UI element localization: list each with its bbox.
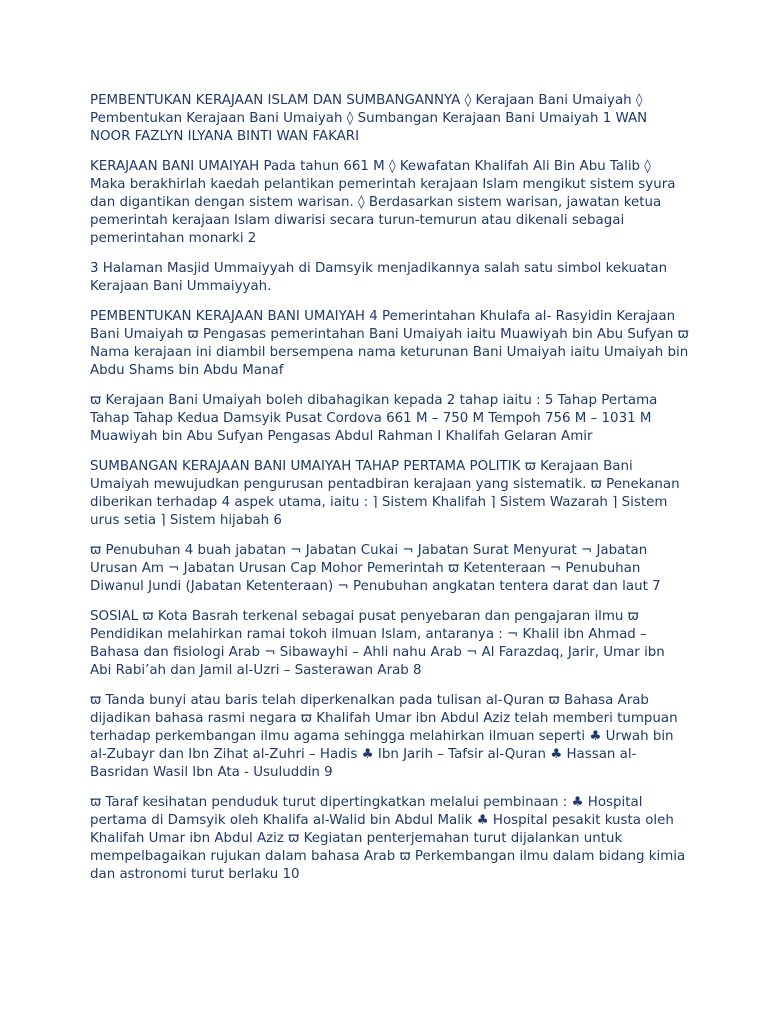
paragraph-kesihatan: ϖ Taraf kesihatan penduduk turut dipertingkatkan melalui pembinaan : ♣ Hospital pertama di Damsyik oleh Khalifa al-Walid bin Abdul Malik ♣ Hospital pesakit kusta oleh Khalifah Umar ibn Abdul Aziz ϖ Kegiatan penterjemahan turut dijalankan untuk mempelbagaikan rujukan dalam bahasa Arab ϖ Perkembangan ilmu dalam bidang kimia dan astronomi turut berlaku 10 bbox=[90, 795, 686, 882]
paragraph-kerajaan-bani-umaiyah: KERAJAAN BANI UMAIYAH Pada tahun 661 M ◊ Kewafatan Khalifah Ali Bin Abu Talib ◊ Maka berakhirlah kaedah pelantikan pemerintah kerajaan Islam mengikut sistem syura dan digantikan dengan sistem warisan. ◊ Berdasarkan sistem warisan, jawatan ketua pemerintah kerajaan Islam diwarisi secara turun-temurun atau dikenali sebagai pemerintahan monarki 2 bbox=[90, 159, 676, 246]
paragraph-sosial: SOSIAL ϖ Kota Basrah terkenal sebagai pusat penyebaran dan pengajaran ilmu ϖ Pendidikan melahirkan ramai tokoh ilmuan Islam, antaranya : ¬ Khalil ibn Ahmad – Bahasa dan fisiologi Arab ¬ Sibawayhi – Ahli nahu Arab ¬ Al Farazdaq, Jarir, Umar ibn Abi Rabi’ah dan Jamil al-Uzri – Sasterawan Arab 8 bbox=[90, 609, 665, 678]
paragraph-ilmu-agama: ϖ Tanda bunyi atau baris telah diperkenalkan pada tulisan al-Quran ϖ Bahasa Arab dijadikan bahasa rasmi negara ϖ Khalifah Umar ibn Abdul Aziz telah memberi tumpuan terhadap perkembangan ilmu agama sehingga melahirkan ilmuan seperti ♣ Urwah bin al-Zubayr dan Ibn Zihat al-Zuhri – Hadis ♣ Ibn Jarih – Tafsir al-Quran ♣ Hassan al-Basridan Wasil Ibn Ata - Usuluddin 9 bbox=[90, 693, 678, 780]
paragraph-pembentukan: PEMBENTUKAN KERAJAAN BANI UMAIYAH 4 Pemerintahan Khulafa al- Rasyidin Kerajaan Bani Umaiyah ϖ Pengasas pemerintahan Bani Umaiyah iaitu Muawiyah bin Abu Sufyan ϖ Nama kerajaan ini diambil bersempena nama keturunan Bani Umaiyah iaitu Umaiyah bin Abdu Shams bin Abdu Manaf bbox=[90, 309, 689, 378]
document-body bbox=[90, 92, 690, 896]
paragraph-jabatan: ϖ Penubuhan 4 buah jabatan ¬ Jabatan Cukai ¬ Jabatan Surat Menyurat ¬ Jabatan Urusan Am ¬ Jabatan Urusan Cap Mohor Pemerintah ϖ Ketenteraan ¬ Penubuhan Diwanul Jundi (Jabatan Ketenteraan) ¬ Penubuhan angkatan tentera darat dan laut 7 bbox=[90, 543, 661, 594]
paragraph-tahap: ϖ Kerajaan Bani Umaiyah boleh dibahagikan kepada 2 tahap iaitu : 5 Tahap Pertama Tahap Tahap Kedua Damsyik Pusat Cordova 661 M – 750 M Tempoh 756 M – 1031 M Muawiyah bin Abu Sufyan Pengasas Abdul Rahman I Khalifah Gelaran Amir bbox=[90, 393, 658, 444]
paragraph-title: PEMBENTUKAN KERAJAAN ISLAM DAN SUMBANGANNYA ◊ Kerajaan Bani Umaiyah ◊ Pembentukan Kerajaan Bani Umaiyah ◊ Sumbangan Kerajaan Bani Umaiyah 1 WAN NOOR FAZLYN ILYANA BINTI WAN FAKARI bbox=[90, 93, 648, 144]
paragraph-sumbangan-politik: SUMBANGAN KERAJAAN BANI UMAIYAH TAHAP PERTAMA POLITIK ϖ Kerajaan Bani Umaiyah mewujudkan pengurusan pentadbiran kerajaan yang sistematik. ϖ Penekanan diberikan terhadap 4 aspek utama, iaitu : ⌉ Sistem Khalifah ⌉ Sistem Wazarah ⌉ Sistem urus setia ⌉ Sistem hijabah 6 bbox=[90, 459, 680, 528]
paragraph-masjid-ummaiyyah: 3 Halaman Masjid Ummaiyyah di Damsyik menjadikannya salah satu simbol kekuatan Kerajaan Bani Ummaiyyah. bbox=[90, 261, 668, 294]
